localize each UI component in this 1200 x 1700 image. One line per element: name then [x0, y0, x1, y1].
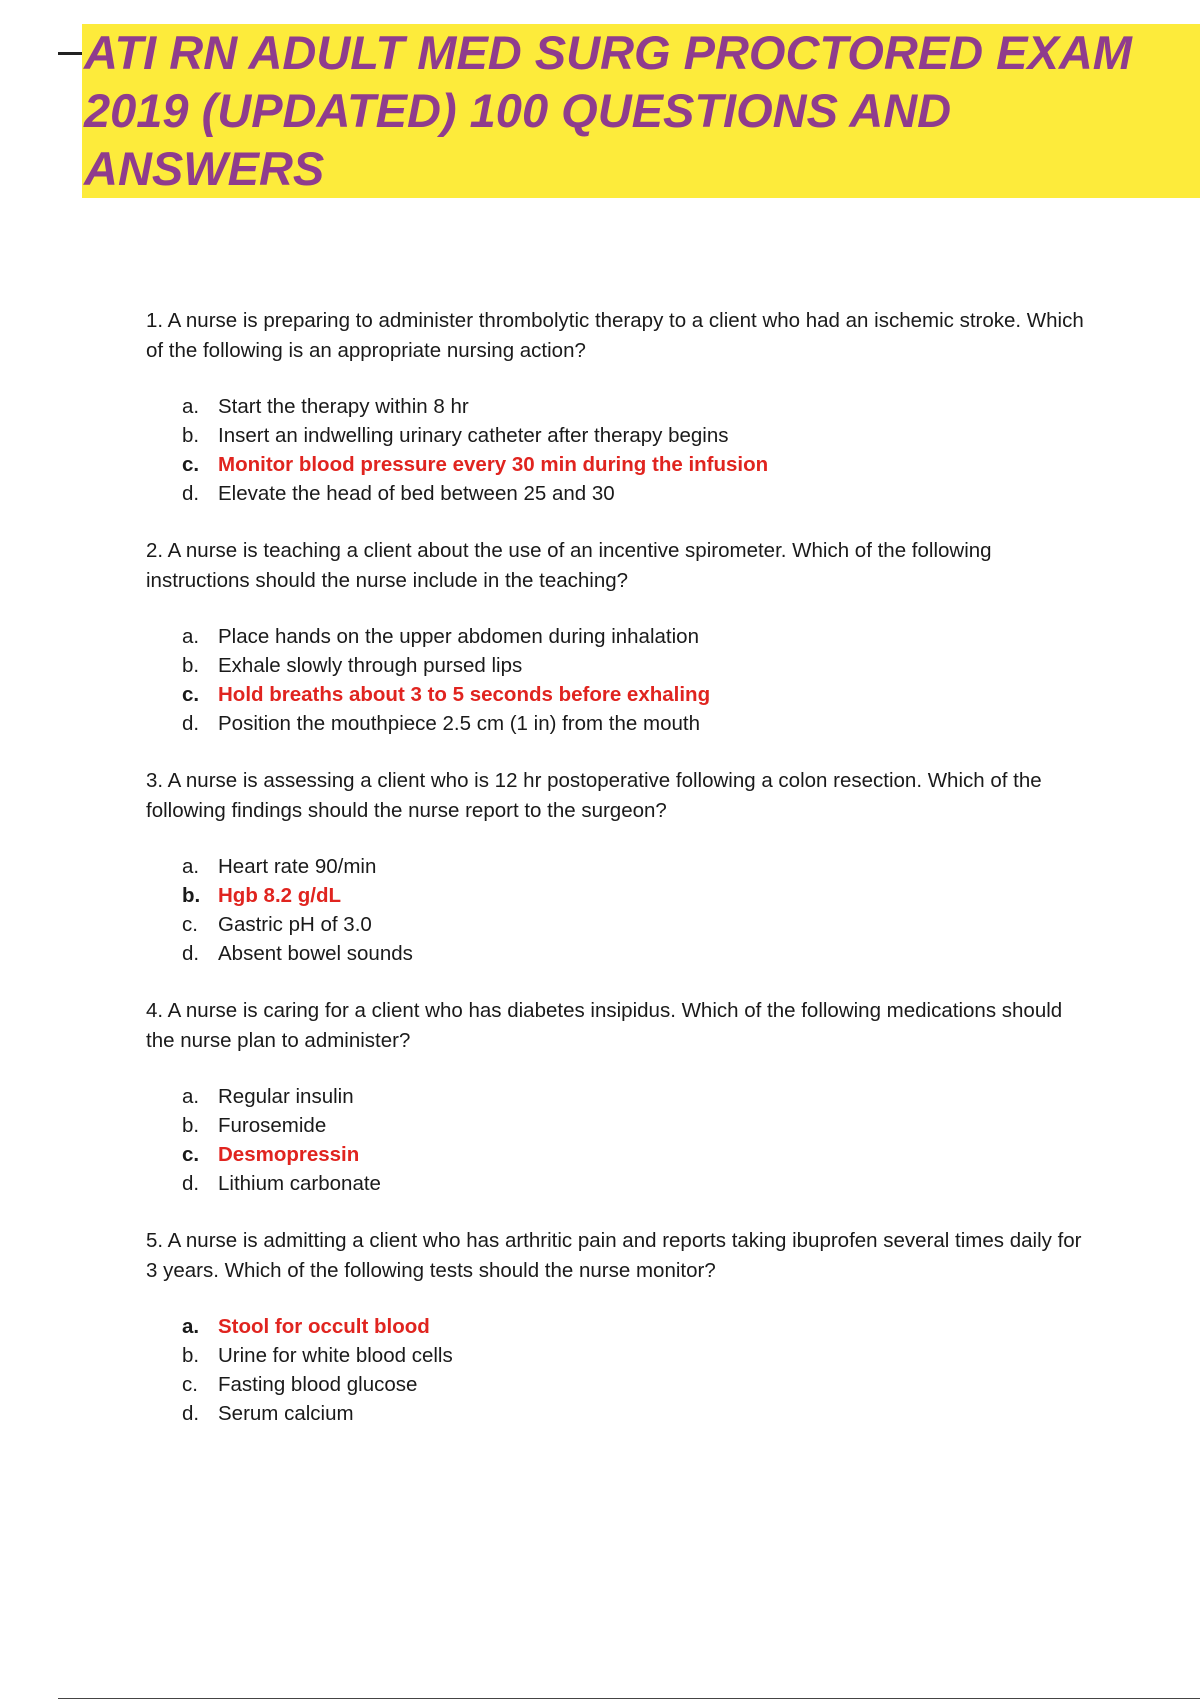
question-4 [146, 996, 1096, 1198]
answer-option-d [182, 939, 1096, 968]
question-stem: 4. A nurse is caring for a client who has diabetes insipidus. Which of the following medications should the nurse plan to administer? [146, 999, 1063, 1052]
option-text: Position the mouthpiece 2.5 cm (1 in) from the mouth [218, 712, 700, 735]
option-letter: a. [182, 855, 200, 878]
answer-option-c [182, 910, 1096, 939]
question-stem: 1. A nurse is preparing to administer thrombolytic therapy to a client who had an ischemic stroke. Which of the following is an appropriate nursing action? [146, 309, 1084, 362]
question-3 [146, 766, 1096, 968]
option-letter: d. [182, 1402, 200, 1425]
option-letter: d. [182, 712, 200, 735]
option-letter: a. [182, 395, 200, 418]
option-text: Lithium carbonate [218, 1172, 381, 1195]
answer-option-d [182, 1169, 1096, 1198]
question-list [146, 306, 1096, 1456]
answer-options [146, 392, 1096, 508]
option-letter: c. [182, 683, 200, 706]
answer-option-c [182, 1370, 1096, 1399]
correct-answer-option-c [182, 1140, 1096, 1169]
correct-answer-option-c [182, 450, 1096, 479]
option-letter: d. [182, 942, 200, 965]
option-letter: b. [182, 1344, 200, 1367]
answer-options [146, 622, 1096, 738]
option-letter: a. [182, 625, 200, 648]
answer-option-b [182, 1341, 1096, 1370]
option-text: Elevate the head of bed between 25 and 30 [218, 482, 615, 505]
question-stem: 2. A nurse is teaching a client about the use of an incentive spirometer. Which of the following instructions should the nurse include in the teaching? [146, 539, 992, 592]
option-text: Hgb 8.2 g/dL [218, 884, 341, 907]
option-letter: c. [182, 1373, 198, 1396]
option-text: Desmopressin [218, 1143, 360, 1166]
correct-answer-option-b [182, 881, 1096, 910]
answer-option-b [182, 1111, 1096, 1140]
question-2 [146, 536, 1096, 738]
answer-option-b [182, 421, 1096, 450]
question-1 [146, 306, 1096, 508]
option-letter: b. [182, 424, 200, 447]
answer-options [146, 852, 1096, 968]
option-letter: a. [182, 1085, 200, 1108]
option-text: Furosemide [218, 1114, 327, 1137]
answer-option-a [182, 622, 1096, 651]
option-text: Serum calcium [218, 1402, 354, 1425]
correct-answer-option-a [182, 1312, 1096, 1341]
answer-option-b [182, 651, 1096, 680]
question-stem: 5. A nurse is admitting a client who has arthritic pain and reports taking ibuprofen several times daily for 3 years. Which of the following tests should the nurse monitor? [146, 1229, 1082, 1282]
correct-answer-option-c [182, 680, 1096, 709]
option-text: Gastric pH of 3.0 [218, 913, 372, 936]
question-stem: 3. A nurse is assessing a client who is 12 hr postoperative following a colon resection. Which of the following findings should the nurse report to the surgeon? [146, 769, 1042, 822]
option-text: Exhale slowly through pursed lips [218, 654, 523, 677]
option-text: Absent bowel sounds [218, 942, 413, 965]
option-letter: b. [182, 884, 201, 907]
option-text: Fasting blood glucose [218, 1373, 418, 1396]
answer-option-d [182, 479, 1096, 508]
answer-options [146, 1082, 1096, 1198]
page-bottom-rule [58, 1698, 1200, 1699]
option-letter: d. [182, 1172, 200, 1195]
option-letter: b. [182, 1114, 200, 1137]
option-letter: c. [182, 453, 200, 476]
answer-options [146, 1312, 1096, 1428]
option-text: Heart rate 90/min [218, 855, 377, 878]
answer-option-a [182, 1082, 1096, 1111]
option-letter: b. [182, 654, 200, 677]
option-text: Start the therapy within 8 hr [218, 395, 469, 418]
option-letter: d. [182, 482, 200, 505]
option-text: Hold breaths about 3 to 5 seconds before exhaling [218, 683, 711, 706]
answer-option-a [182, 392, 1096, 421]
question-5 [146, 1226, 1096, 1428]
option-text: Stool for occult blood [218, 1315, 430, 1338]
answer-option-d [182, 1399, 1096, 1428]
option-letter: c. [182, 1143, 200, 1166]
option-text: Monitor blood pressure every 30 min during the infusion [218, 453, 769, 476]
option-text: Urine for white blood cells [218, 1344, 453, 1367]
option-text: Regular insulin [218, 1085, 354, 1108]
option-letter: a. [182, 1315, 200, 1338]
option-text: Insert an indwelling urinary catheter after therapy begins [218, 424, 729, 447]
document-title: ATI RN ADULT MED SURG PROCTORED EXAM 2019 (UPDATED) 100 QUESTIONS AND ANSWERS [84, 26, 1132, 195]
answer-option-d [182, 709, 1096, 738]
option-text: Place hands on the upper abdomen during inhalation [218, 625, 699, 648]
option-letter: c. [182, 913, 198, 936]
title-dash [58, 52, 84, 55]
answer-option-a [182, 852, 1096, 881]
